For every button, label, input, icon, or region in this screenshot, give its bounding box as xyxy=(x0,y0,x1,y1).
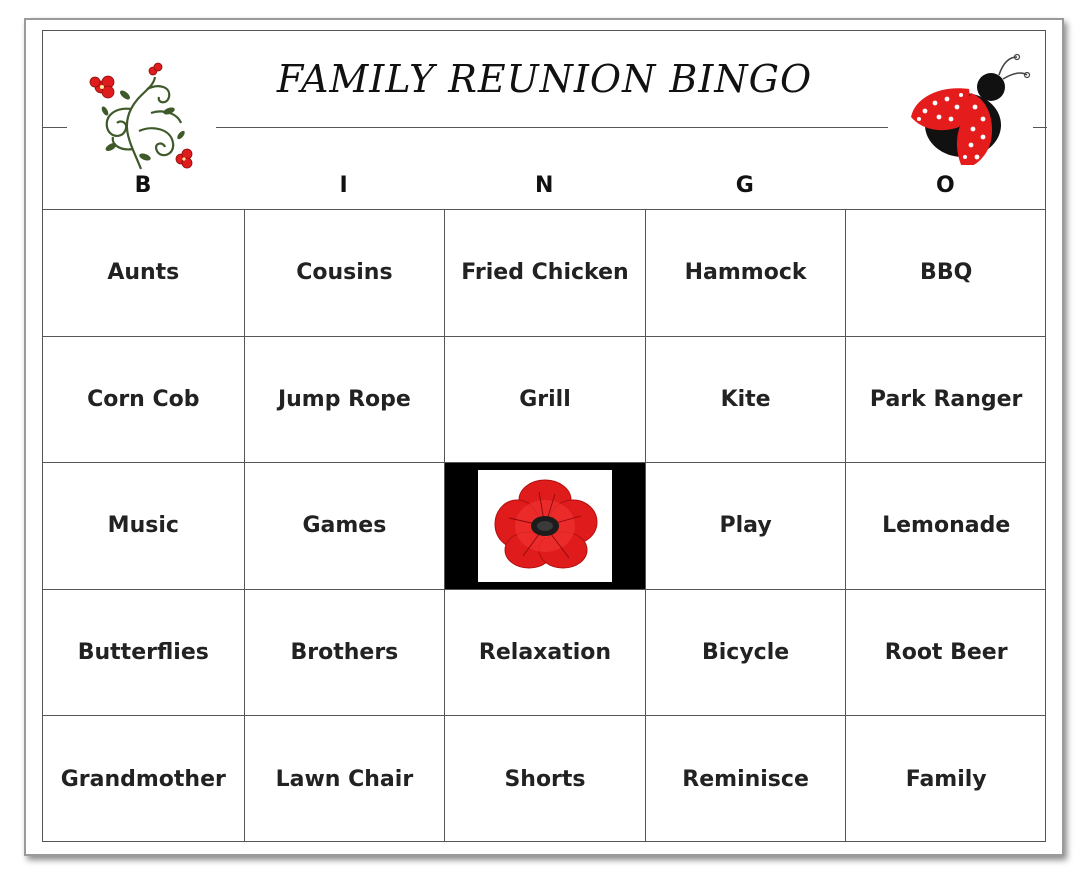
card-header xyxy=(43,31,1046,209)
bingo-cell: Park Ranger xyxy=(845,336,1046,463)
bingo-cell: Corn Cob xyxy=(43,336,244,463)
column-letter: G xyxy=(735,173,754,198)
bingo-grid xyxy=(43,209,1046,842)
column-letter: B xyxy=(134,173,152,198)
bingo-cell: Grill xyxy=(444,336,645,463)
header-rule xyxy=(216,127,888,128)
header-rule xyxy=(43,127,67,128)
bingo-cell: Games xyxy=(244,462,445,589)
bingo-cell: Relaxation xyxy=(444,589,645,716)
column-letter: N xyxy=(534,173,554,198)
bingo-cell: Aunts xyxy=(43,209,244,336)
bingo-card-frame xyxy=(24,18,1064,856)
bingo-cell: Butterflies xyxy=(43,589,244,716)
bingo-cell: Music xyxy=(43,462,244,589)
bingo-cell: Fried Chicken xyxy=(444,209,645,336)
bingo-cell: Lemonade xyxy=(845,462,1046,589)
bingo-card xyxy=(42,30,1046,842)
bingo-cell: Shorts xyxy=(444,715,645,842)
bingo-cell: Family xyxy=(845,715,1046,842)
page-title: FAMILY REUNION BINGO xyxy=(276,57,813,101)
bingo-cell: Bicycle xyxy=(645,589,846,716)
free-space-cell xyxy=(444,462,645,589)
red-poppy-icon xyxy=(489,478,601,574)
bingo-cell: Cousins xyxy=(244,209,445,336)
bingo-column-letters xyxy=(43,173,1046,203)
header-rule xyxy=(1033,127,1047,128)
column-letter: O xyxy=(936,173,955,198)
bingo-cell: Jump Rope xyxy=(244,336,445,463)
column-letter: I xyxy=(339,173,348,198)
bingo-cell: Brothers xyxy=(244,589,445,716)
ladybug-icon xyxy=(891,45,1031,165)
bingo-cell: Grandmother xyxy=(43,715,244,842)
bingo-cell: Kite xyxy=(645,336,846,463)
bingo-cell: Lawn Chair xyxy=(244,715,445,842)
bingo-cell: Play xyxy=(645,462,846,589)
free-space-box xyxy=(478,470,612,582)
bingo-cell: Root Beer xyxy=(845,589,1046,716)
bingo-cell: Hammock xyxy=(645,209,846,336)
bingo-cell: Reminisce xyxy=(645,715,846,842)
bingo-cell: BBQ xyxy=(845,209,1046,336)
